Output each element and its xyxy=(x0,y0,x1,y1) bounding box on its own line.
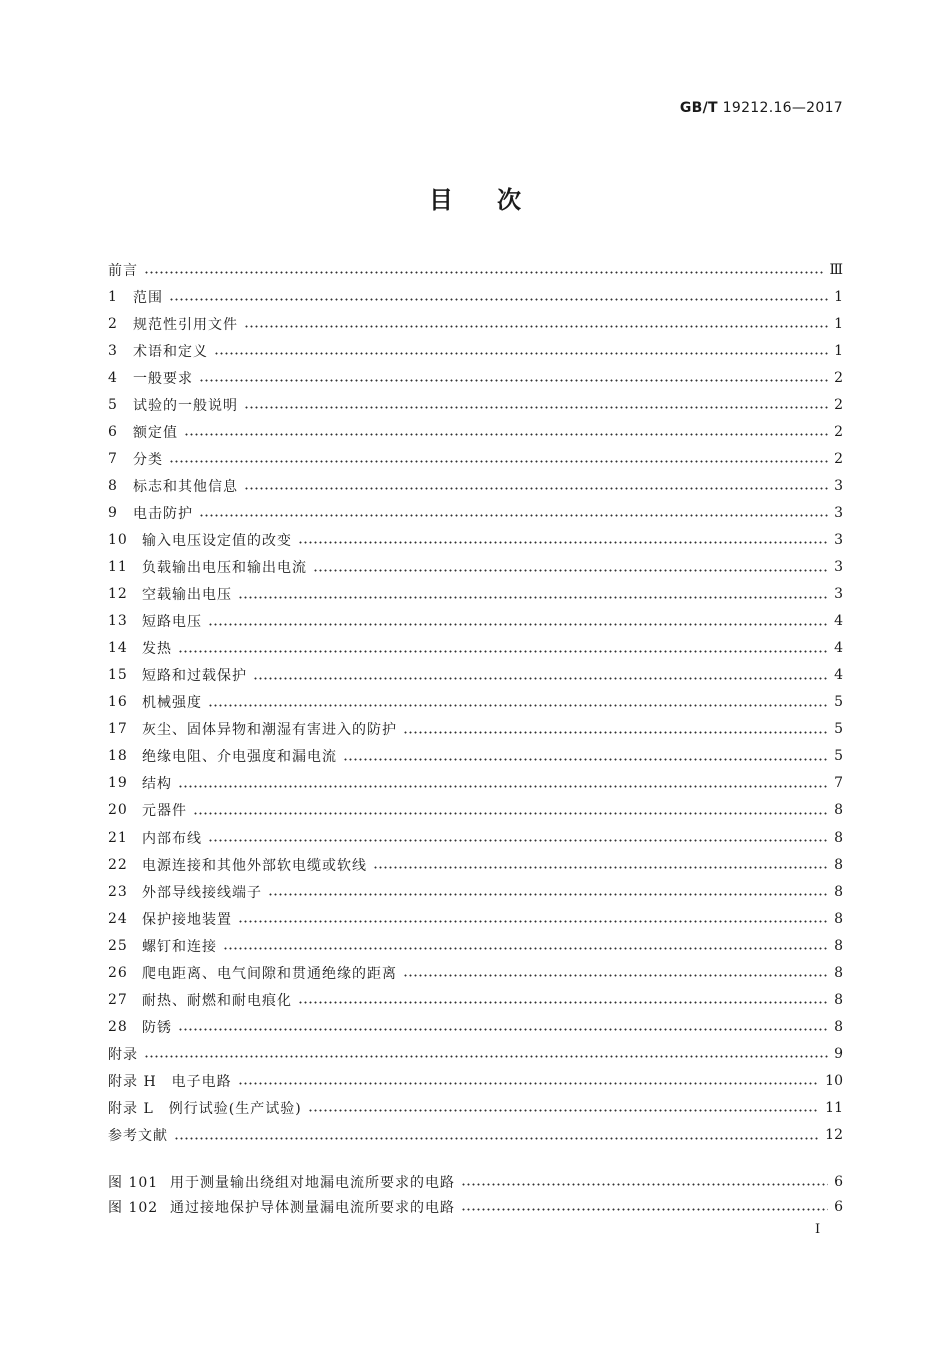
toc-entry[interactable] xyxy=(108,743,843,770)
standard-code-prefix: GB/T xyxy=(679,100,718,116)
toc-entry-label: 附录 H 电子电路 xyxy=(108,1073,232,1090)
dot-leader xyxy=(253,677,828,680)
toc-entry-label: 发热 xyxy=(142,641,172,658)
dot-leader xyxy=(308,1109,820,1112)
figure-entry-page: 6 xyxy=(834,1173,843,1190)
toc-entry-label: 标志和其他信息 xyxy=(133,478,238,495)
toc-entry-label: 附录 L 例行试验(生产试验) xyxy=(108,1100,302,1117)
dot-leader xyxy=(403,974,828,977)
toc-entry-label: 外部导线接线端子 xyxy=(142,884,262,901)
toc-entry[interactable] xyxy=(108,364,843,391)
toc-entry[interactable] xyxy=(108,905,843,932)
table-of-contents xyxy=(108,256,843,1149)
toc-entry-label: 耐热、耐燃和耐电痕化 xyxy=(142,992,292,1009)
toc-entry-number: 6 xyxy=(108,423,118,440)
toc-entry-label: 保护接地装置 xyxy=(142,911,232,928)
dot-leader xyxy=(238,596,828,599)
toc-entry-number: 1 xyxy=(108,288,118,305)
toc-entry-label: 电源连接和其他外部软电缆或软线 xyxy=(142,857,367,874)
toc-entry[interactable] xyxy=(108,1040,843,1067)
toc-entry[interactable] xyxy=(108,932,843,959)
toc-entry-number: 23 xyxy=(108,883,128,900)
toc-entry-label: 空载输出电压 xyxy=(142,587,232,604)
dot-leader xyxy=(169,298,828,301)
toc-entry-page: 9 xyxy=(834,1045,843,1062)
toc-entry[interactable] xyxy=(108,770,843,797)
figure-entry[interactable] xyxy=(108,1194,843,1219)
toc-entry-page: 8 xyxy=(834,883,843,900)
toc-entry-page: 2 xyxy=(834,450,843,467)
toc-entry-label: 一般要求 xyxy=(133,370,193,387)
toc-entry-number: 8 xyxy=(108,477,118,494)
toc-entry-page: 3 xyxy=(834,504,843,521)
toc-entry[interactable] xyxy=(108,662,843,689)
toc-entry-label: 爬电距离、电气间隙和贯通绝缘的距离 xyxy=(142,965,397,982)
dot-leader xyxy=(268,893,828,896)
toc-entry-number: 2 xyxy=(108,315,118,332)
toc-entry-number: 22 xyxy=(108,856,128,873)
toc-entry-page: 1 xyxy=(834,342,843,359)
toc-entry-page: 12 xyxy=(825,1127,843,1144)
toc-entry[interactable] xyxy=(108,635,843,662)
toc-entry-number: 3 xyxy=(108,342,118,359)
dot-leader xyxy=(178,1028,828,1031)
dot-leader xyxy=(184,433,828,436)
toc-entry-label: 元器件 xyxy=(142,803,187,820)
toc-entry-label: 内部布线 xyxy=(142,830,202,847)
toc-entry[interactable] xyxy=(108,797,843,824)
toc-entry[interactable] xyxy=(108,689,843,716)
figure-list xyxy=(108,1169,843,1219)
toc-entry-page: 8 xyxy=(834,991,843,1008)
toc-entry-label: 短路和过载保护 xyxy=(142,668,247,685)
toc-entry[interactable] xyxy=(108,1094,843,1121)
toc-entry[interactable] xyxy=(108,256,843,283)
page-number: Ⅰ xyxy=(815,1222,821,1237)
toc-entry[interactable] xyxy=(108,1122,843,1149)
dot-leader xyxy=(403,731,828,734)
dot-leader xyxy=(144,1055,828,1058)
standard-code xyxy=(680,100,843,116)
toc-entry[interactable] xyxy=(108,716,843,743)
toc-entry-page: 8 xyxy=(834,802,843,819)
dot-leader xyxy=(169,460,828,463)
figure-entry-number: 图 101 xyxy=(108,1174,159,1191)
dot-leader xyxy=(238,920,828,923)
toc-entry-label: 灰尘、固体异物和潮湿有害进入的防护 xyxy=(142,722,397,739)
toc-entry-number: 17 xyxy=(108,721,128,738)
toc-entry-label: 规范性引用文件 xyxy=(133,316,238,333)
toc-entry-label: 额定值 xyxy=(133,424,178,441)
toc-entry-page: 3 xyxy=(834,477,843,494)
toc-entry-label: 负载输出电压和输出电流 xyxy=(142,560,307,577)
toc-entry-number: 4 xyxy=(108,369,118,386)
toc-entry-number: 21 xyxy=(108,829,128,846)
toc-entry-page: 10 xyxy=(825,1072,843,1089)
toc-entry-number: 9 xyxy=(108,504,118,521)
toc-entry-label: 试验的一般说明 xyxy=(133,397,238,414)
dot-leader xyxy=(199,514,828,517)
toc-entry-page: 3 xyxy=(834,586,843,603)
toc-entry-number: 20 xyxy=(108,802,128,819)
dot-leader xyxy=(199,379,828,382)
toc-entry-label: 结构 xyxy=(142,776,172,793)
toc-entry-number: 25 xyxy=(108,937,128,954)
figure-entry[interactable] xyxy=(108,1169,843,1194)
toc-entry-number: 14 xyxy=(108,640,128,657)
toc-entry-label: 术语和定义 xyxy=(133,343,208,360)
dot-leader xyxy=(208,704,828,707)
toc-entry-page: 2 xyxy=(834,369,843,386)
toc-entry[interactable] xyxy=(108,337,843,364)
toc-entry-number: 18 xyxy=(108,748,128,765)
toc-entry[interactable] xyxy=(108,1067,843,1094)
toc-entry-number: 15 xyxy=(108,667,128,684)
toc-entry-page: 7 xyxy=(834,775,843,792)
toc-entry-number: 28 xyxy=(108,1018,128,1035)
toc-entry[interactable] xyxy=(108,526,843,553)
page-title: 目次 xyxy=(429,186,565,214)
toc-entry-page: Ⅲ xyxy=(829,261,843,278)
dot-leader xyxy=(178,650,828,653)
dot-leader xyxy=(193,812,828,815)
toc-entry-page: 4 xyxy=(834,667,843,684)
toc-entry-number: 16 xyxy=(108,694,128,711)
toc-entry-number: 26 xyxy=(108,964,128,981)
toc-entry-page: 2 xyxy=(834,396,843,413)
toc-entry-label: 防锈 xyxy=(142,1019,172,1036)
dot-leader xyxy=(214,352,828,355)
figure-entry-page: 6 xyxy=(834,1198,843,1215)
toc-entry[interactable] xyxy=(108,986,843,1013)
dot-leader xyxy=(298,1001,828,1004)
figure-entry-label: 用于测量输出绕组对地漏电流所要求的电路 xyxy=(170,1174,455,1191)
toc-entry-page: 3 xyxy=(834,559,843,576)
toc-entry[interactable] xyxy=(108,418,843,445)
toc-entry-page: 8 xyxy=(834,910,843,927)
toc-entry-label: 短路电压 xyxy=(142,614,202,631)
toc-entry-number: 5 xyxy=(108,396,118,413)
dot-leader xyxy=(238,1082,820,1085)
toc-entry[interactable] xyxy=(108,1013,843,1040)
toc-entry-number: 24 xyxy=(108,910,128,927)
toc-entry-label: 参考文献 xyxy=(108,1128,168,1145)
toc-entry-number: 19 xyxy=(108,775,128,792)
toc-entry[interactable] xyxy=(108,445,843,472)
standard-code-number: 19212.16—2017 xyxy=(722,100,843,116)
toc-entry[interactable] xyxy=(108,499,843,526)
toc-entry[interactable] xyxy=(108,472,843,499)
figure-entry-label: 通过接地保护导体测量漏电流所要求的电路 xyxy=(170,1199,455,1216)
toc-entry-number: 27 xyxy=(108,991,128,1008)
toc-entry[interactable] xyxy=(108,959,843,986)
dot-leader xyxy=(208,839,828,842)
toc-entry-label: 输入电压设定值的改变 xyxy=(142,532,292,549)
toc-entry-label: 范围 xyxy=(133,289,163,306)
toc-entry-page: 8 xyxy=(834,856,843,873)
toc-entry-page: 2 xyxy=(834,423,843,440)
toc-entry-number: 11 xyxy=(108,559,128,576)
toc-entry-page: 1 xyxy=(834,288,843,305)
toc-entry-page: 8 xyxy=(834,937,843,954)
figure-entry-number: 图 102 xyxy=(108,1199,159,1216)
toc-entry-number: 10 xyxy=(108,531,128,548)
toc-entry[interactable] xyxy=(108,851,843,878)
toc-entry-page: 5 xyxy=(834,748,843,765)
toc-entry[interactable] xyxy=(108,824,843,851)
toc-entry-page: 5 xyxy=(834,721,843,738)
toc-entry-label: 螺钉和连接 xyxy=(142,938,217,955)
toc-entry-page: 11 xyxy=(825,1099,843,1116)
dot-leader xyxy=(461,1183,828,1186)
dot-leader xyxy=(223,947,828,950)
dot-leader xyxy=(461,1208,828,1211)
toc-entry[interactable] xyxy=(108,608,843,635)
dot-leader xyxy=(298,541,828,544)
toc-entry-label: 分类 xyxy=(133,451,163,468)
toc-entry[interactable] xyxy=(108,581,843,608)
toc-entry-page: 1 xyxy=(834,315,843,332)
toc-entry[interactable] xyxy=(108,878,843,905)
toc-entry-page: 4 xyxy=(834,640,843,657)
dot-leader xyxy=(244,406,828,409)
dot-leader xyxy=(174,1137,819,1140)
toc-entry-page: 8 xyxy=(834,1018,843,1035)
dot-leader xyxy=(208,623,828,626)
toc-entry-label: 附录 xyxy=(108,1046,138,1063)
toc-entry-number: 7 xyxy=(108,450,118,467)
dot-leader xyxy=(178,785,828,788)
toc-entry-label: 电击防护 xyxy=(133,505,193,522)
toc-entry-label: 机械强度 xyxy=(142,695,202,712)
toc-entry-page: 4 xyxy=(834,613,843,630)
toc-entry-page: 8 xyxy=(834,829,843,846)
toc-entry-page: 8 xyxy=(834,964,843,981)
toc-entry-number: 12 xyxy=(108,586,128,603)
dot-leader xyxy=(313,569,828,572)
dot-leader xyxy=(144,271,823,274)
toc-entry[interactable] xyxy=(108,283,843,310)
toc-entry[interactable] xyxy=(108,554,843,581)
dot-leader xyxy=(244,487,828,490)
toc-entry-page: 3 xyxy=(834,531,843,548)
dot-leader xyxy=(244,325,828,328)
toc-entry-label: 绝缘电阻、介电强度和漏电流 xyxy=(142,749,337,766)
toc-entry[interactable] xyxy=(108,391,843,418)
dot-leader xyxy=(343,758,828,761)
toc-entry-label: 前言 xyxy=(108,262,138,279)
toc-entry[interactable] xyxy=(108,310,843,337)
dot-leader xyxy=(373,866,828,869)
toc-entry-number: 13 xyxy=(108,613,128,630)
toc-entry-page: 5 xyxy=(834,694,843,711)
